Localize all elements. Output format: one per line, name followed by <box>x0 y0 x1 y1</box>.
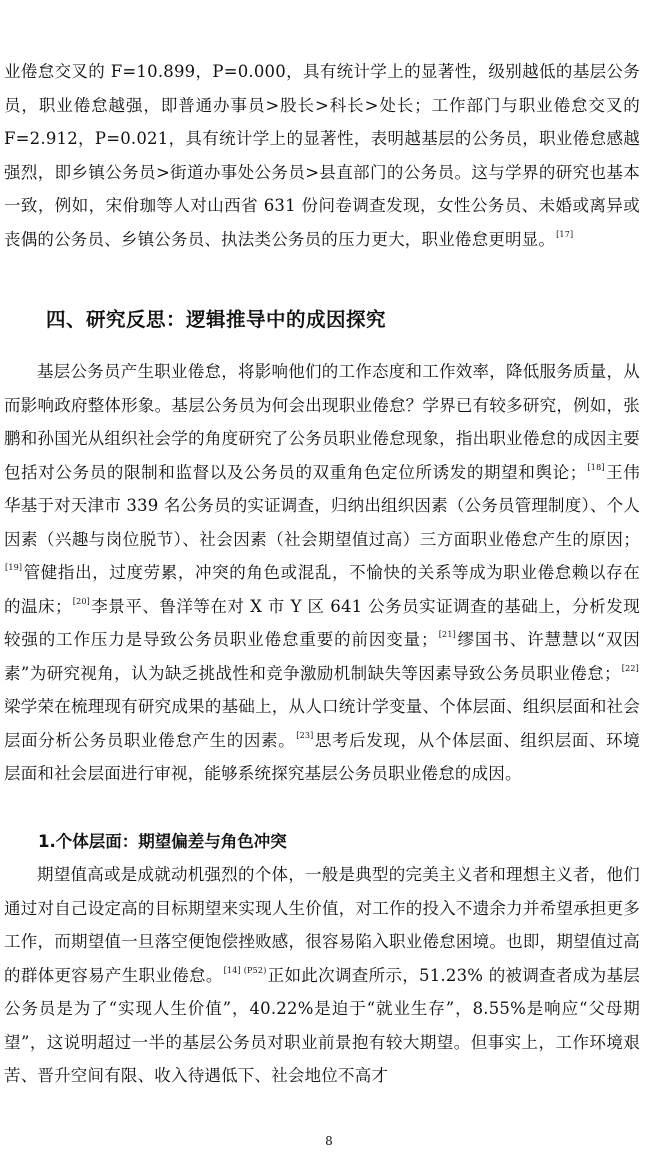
paragraph-text: 缪国书、许慧慧以“双因素”为研究视角，认为缺乏挑战性和竞争激励机制缺失等因素导致公务员职业倦怠； <box>4 630 640 683</box>
citation-18: [18] <box>587 462 605 472</box>
paragraph-text: 基层公务员产生职业倦怠，将影响他们的工作态度和工作效率，降低服务质量，从而影响政府整体形象。基层公务员为何会出现职业倦怠？学界已有较多研究，例如，张鹏和孙国光从组织社会学的角度研究了公务员职业倦怠现象，指出职业倦怠的成因主要包括对公务员的限制和监督以及公务员的双重角色定位所诱发的期望和舆论； <box>4 362 640 482</box>
continuation-text: 业倦怠交叉的 F=10.899，P=0.000，具有统计学上的显著性，级别越低的基层公务员，职业倦怠越强，即普通办事员>股长>科长>处长；工作部门与职业倦怠交叉的 F=2.912，P=0.021，具有统计学上的显著性，表明越基层的公务员，职业倦怠感越强烈，即乡镇公务员>街道办事处公务员>县直部门的公务员。这与学界的研究也基本一致，例如，宋佾珈等人对山西省 631 份问卷调查发现，女性公务员、未婚或离异或丧偶的公务员、乡镇公务员、执法类公务员的压力更大，职业倦怠更明显。 <box>4 62 640 249</box>
paragraph-text: 梁学荣在梳理现有研究成果的基础上，从人口统计学变量、个体层面、组织层面和社会层面分析公务员职业倦怠产生的因素。 <box>4 697 640 750</box>
section-heading: 四、研究反思：逻辑推导中的成因探究 <box>46 308 387 331</box>
paragraph-text: 期望值高或是成就动机强烈的个体，一般是典型的完美主义者和理想主义者，他们通过对自己设定高的目标期望来实现人生价值，对工作的投入不遗余力并希望承担更多工作，而期望值一旦落空便饱偿挫败感，很容易陷入职业倦怠困境。也即，期望值过高的群体更容易产生职业倦怠。 <box>4 865 640 985</box>
subsection-heading: 1.个体层面：期望偏差与角色冲突 <box>38 832 287 851</box>
continuation-paragraph <box>4 55 640 256</box>
paragraph-text: 思考后发现，从个体层面、组织层面、环境层面和社会层面进行审视，能够系统探究基层公务员职业倦怠的成因。 <box>4 730 640 783</box>
page-number: 8 <box>325 1134 333 1148</box>
paragraph-text: 管健指出，过度劳累，冲突的角色或混乱，不愉快的关系等成为职业倦怠赖以存在的温床； <box>4 563 640 616</box>
citation-14: [14] (P52) <box>223 965 267 975</box>
subsection-paragraph <box>4 858 640 1093</box>
section-paragraph <box>4 355 640 791</box>
citation-23: [23] <box>296 730 314 740</box>
citation-17: [17] <box>556 229 574 239</box>
citation-21: [21] <box>438 630 456 639</box>
paragraph-text: 正如此次调查所示，51.23% 的被调查者成为基层公务员是为了“实现人生价值”，40.22%是迫于“就业生存”，8.55%是响应“父母期望”，这说明超过一半的基层公务员对职业前景抱有较大期望。但事实上，工作环境艰苦、晋升空间有限、收入待遇低下、社会地位不高才 <box>4 965 640 1085</box>
citation-22: [22] <box>621 663 639 673</box>
paragraph-text: 王伟华基于对天津市 339 名公务员的实证调查，归纳出组织因素（公务员管理制度）、个人因素（兴趣与岗位脱节）、社会因素（社会期望值过高）三方面职业倦怠产生的原因； <box>4 462 640 549</box>
citation-19: [19] <box>5 563 23 572</box>
citation-20: [20] <box>72 596 90 606</box>
paragraph-text: 李景平、鲁洋等在对 X 市 Y 区 641 公务员实证调查的基础上，分析发现较强的工作压力是导致公务员职业倦怠重要的前因变量； <box>4 596 640 649</box>
